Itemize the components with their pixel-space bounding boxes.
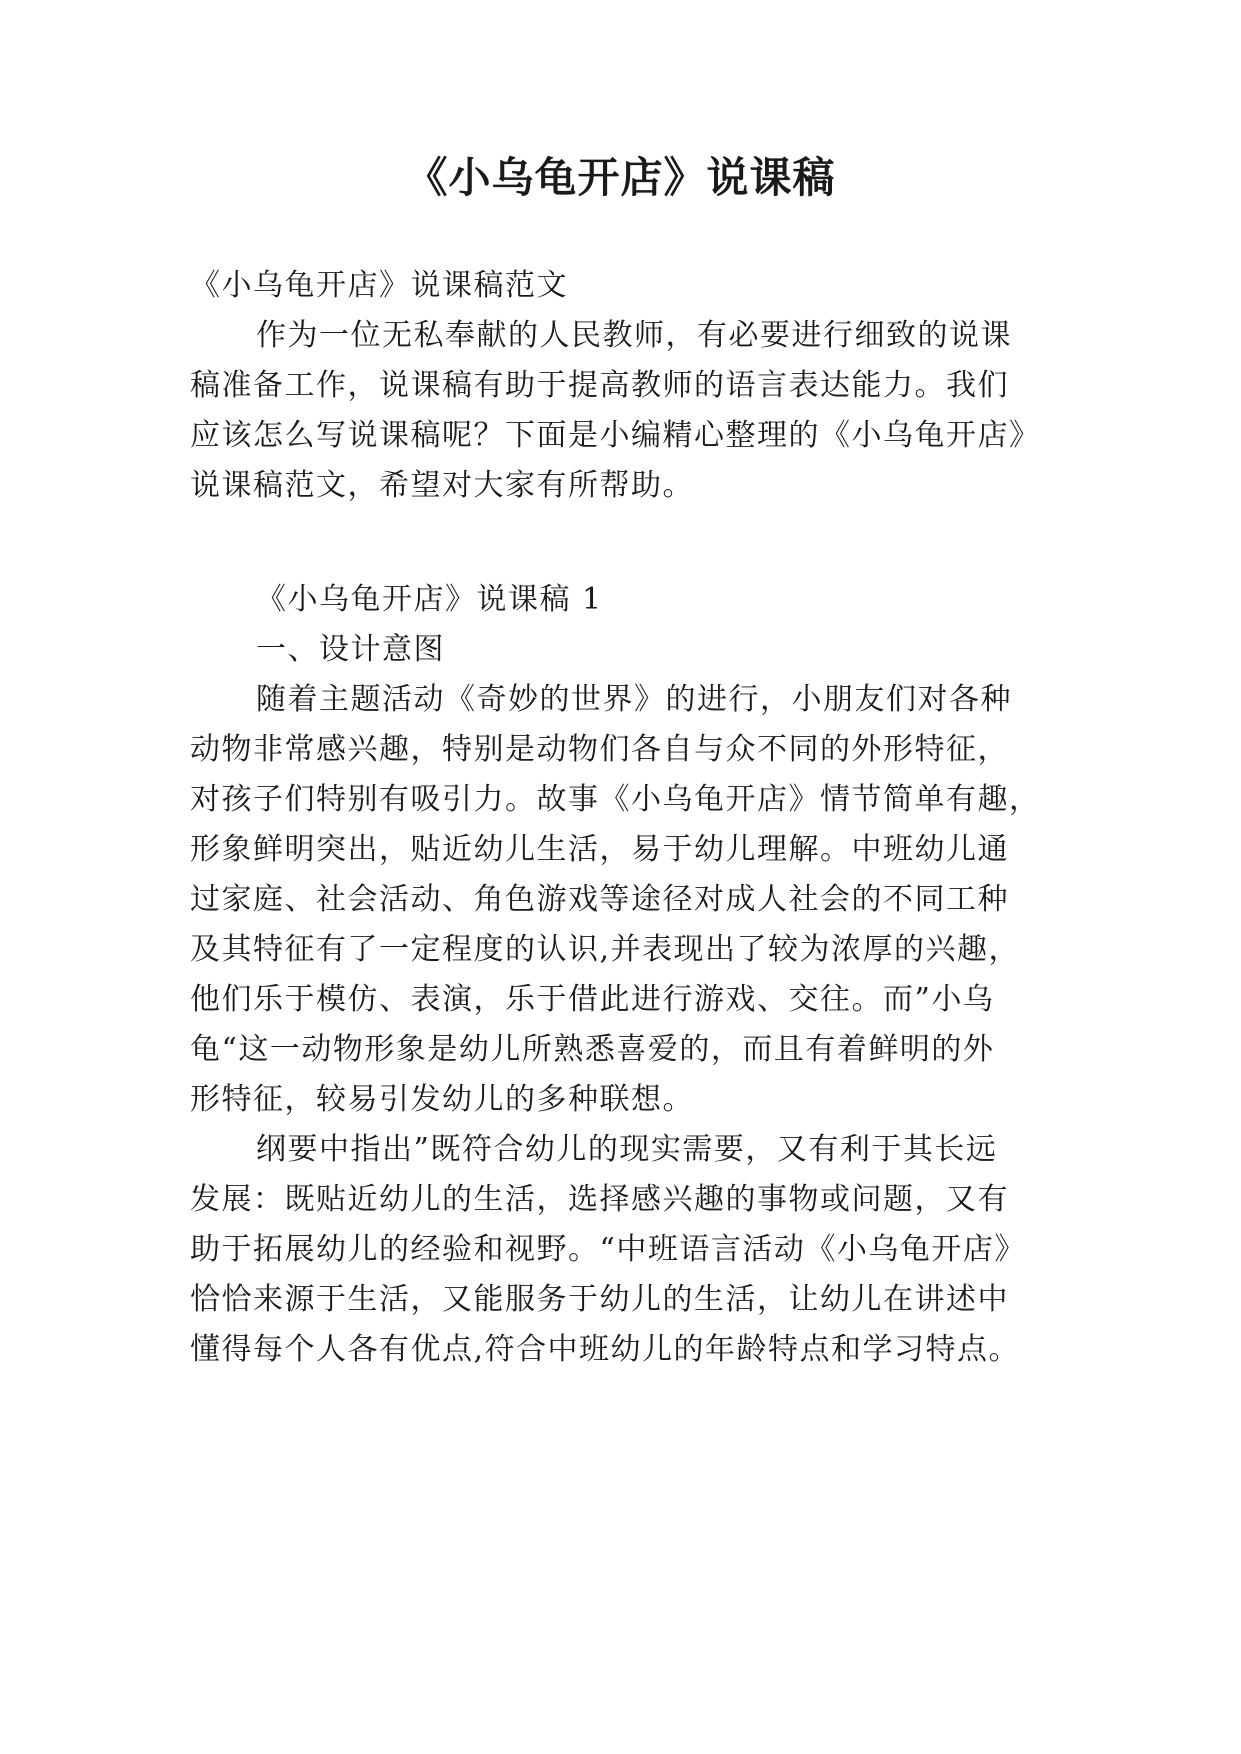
intro-line: 作为一位无私奉献的人民教师，有必要进行细致的说课: [256, 318, 1012, 353]
paragraph-line: 助于拓展幼儿的经验和视野。“中班语言活动《小乌龟开店》: [190, 1232, 1026, 1267]
paragraph-line: 随着主题活动《奇妙的世界》的进行，小朋友们对各种: [256, 682, 1012, 717]
paragraph-line: 发展：既贴近幼儿的生活，选择感兴趣的事物或问题，又有: [190, 1182, 1009, 1217]
paragraph-line: 他们乐于模仿、表演，乐于借此进行游戏、交往。而”小乌: [190, 982, 995, 1017]
paragraph-line: 纲要中指出”既符合幼儿的现实需要，又有利于其长远: [256, 1132, 998, 1167]
paragraph-line: 懂得每个人各有优点,符合中班幼儿的年龄特点和学习特点。: [190, 1332, 1021, 1367]
section-title: 《小乌龟开店》说课稿 1: [256, 582, 603, 617]
document-subtitle: 《小乌龟开店》说课稿范文: [190, 268, 568, 303]
paragraph-line: 形特征，较易引发幼儿的多种联想。: [190, 1082, 694, 1117]
intro-line: 应该怎么写说课稿呢？下面是小编精心整理的《小乌龟开店》: [190, 418, 1041, 453]
paragraph-line: 龟“这一动物形象是幼儿所熟悉喜爱的，而且有着鲜明的外: [190, 1032, 995, 1067]
paragraph-line: 恰恰来源于生活，又能服务于幼儿的生活，让幼儿在讲述中: [190, 1282, 1009, 1317]
paragraph-line: 及其特征有了一定程度的认识,并表现出了较为浓厚的兴趣，: [190, 932, 1021, 967]
paragraph-line: 对孩子们特别有吸引力。故事《小乌龟开店》情节简单有趣，: [190, 782, 1041, 817]
document-title: 《小乌龟开店》说课稿: [405, 153, 836, 202]
paragraph-line: 动物非常感兴趣，特别是动物们各自与众不同的外形特征，: [190, 732, 1009, 767]
paragraph-line: 过家庭、社会活动、角色游戏等途径对成人社会的不同工种: [190, 882, 1009, 917]
intro-line: 说课稿范文，希望对大家有所帮助。: [190, 468, 694, 503]
intro-line: 稿准备工作，说课稿有助于提高教师的语言表达能力。我们: [190, 368, 1009, 403]
section-heading: 一、设计意图: [256, 632, 445, 667]
paragraph-line: 形象鲜明突出，贴近幼儿生活，易于幼儿理解。中班幼儿通: [190, 832, 1009, 867]
